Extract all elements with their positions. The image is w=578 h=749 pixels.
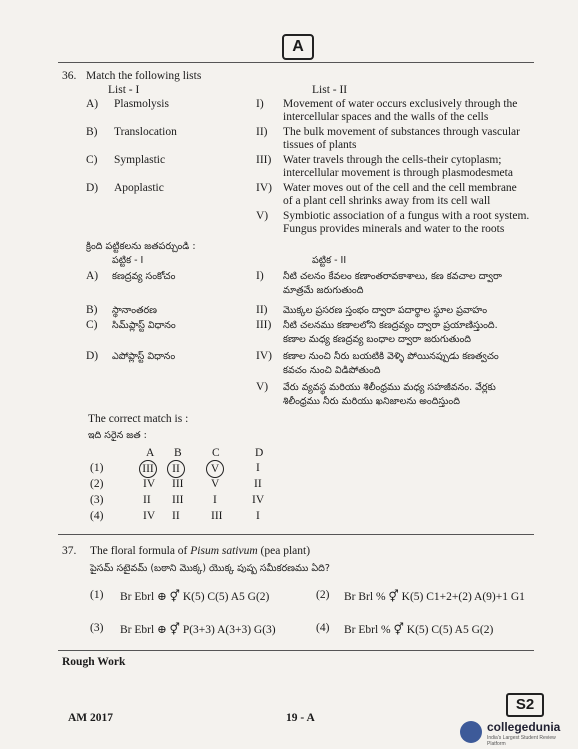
telugu-list2-line2: శిలీంధ్రము నీరు మరియు ఖనిజాలను అందిస్తుంది bbox=[283, 396, 460, 407]
list2-title: List - II bbox=[312, 84, 348, 96]
option-cell[interactable]: IV bbox=[252, 494, 265, 506]
telugu-list1-title: పట్టిక - I bbox=[112, 255, 144, 266]
telugu-list1-item: ఎపోప్లాస్ట్ విధానం bbox=[112, 351, 176, 362]
telugu-list2-line1: వేరు వ్యవస్థ మరియు శిలీంధ్రము మధ్య సహజీవనం. వేర్లకు bbox=[283, 382, 496, 393]
option-floral-formula[interactable]: Br Brl % ⚥ K(5) C1+2+(2) A(9)+1 G1 bbox=[344, 591, 525, 603]
list2-label: II) bbox=[256, 126, 268, 138]
list2-label: IV) bbox=[256, 182, 272, 194]
table-header: A bbox=[146, 447, 155, 459]
option-cell-circled[interactable]: V bbox=[206, 460, 224, 478]
option-cell[interactable]: III bbox=[172, 494, 184, 506]
list1-item: Plasmolysis bbox=[114, 98, 169, 110]
list2-item-line2: intercellular movement is through plasmodesmeta bbox=[283, 167, 513, 179]
correct-match-label-te: ఇది సరైన జత : bbox=[88, 430, 147, 441]
table-header: B bbox=[174, 447, 182, 459]
option-cell[interactable]: V bbox=[211, 478, 220, 490]
question-stem: The floral formula of Pisum sativum (pea plant) bbox=[90, 545, 311, 557]
list2-item-line1: Movement of water occurs exclusively through the bbox=[283, 98, 518, 110]
option-number[interactable]: (3) bbox=[90, 622, 104, 634]
option-cell[interactable]: II bbox=[254, 478, 262, 490]
list2-item-line1: Water moves out of the cell and the cell membrane bbox=[283, 182, 517, 194]
telugu-list1-label: D) bbox=[86, 350, 99, 362]
option-number[interactable]: (4) bbox=[90, 510, 104, 522]
list2-item-line1: The bulk movement of substances through vascular bbox=[283, 126, 520, 138]
telugu-question-stem: పైసమ్ సటైవమ్ (బఠాని మొక్క) యొక్క పుష్ప సమీకరణము ఏది? bbox=[90, 563, 330, 574]
question-stem: Match the following lists bbox=[86, 70, 202, 82]
list2-label: I) bbox=[256, 98, 264, 110]
option-number[interactable]: (2) bbox=[316, 589, 330, 601]
option-cell[interactable]: I bbox=[256, 462, 260, 474]
telugu-list2-line2: కవచం నుంచి విడిపోతుంది bbox=[283, 365, 381, 376]
logo-icon bbox=[460, 721, 482, 743]
option-number[interactable]: (1) bbox=[90, 462, 104, 474]
telugu-list2-label: II) bbox=[256, 304, 268, 316]
series-code: S2 bbox=[506, 693, 544, 717]
list1-label: D) bbox=[86, 182, 99, 194]
option-cell[interactable]: I bbox=[213, 494, 217, 506]
telugu-list2-line1: నీటి చలనం కేవలం కణాంతరావకాశాలు, కణ కవచాల ద్వారా bbox=[283, 271, 502, 282]
telugu-list2-label: IV) bbox=[256, 350, 272, 362]
correct-match-label: The correct match is : bbox=[88, 413, 189, 425]
telugu-list2-label: I) bbox=[256, 270, 264, 282]
watermark-name: collegedunia bbox=[487, 720, 561, 734]
option-cell[interactable]: III bbox=[211, 510, 223, 522]
telugu-list2-label: V) bbox=[256, 381, 269, 393]
option-cell[interactable]: IV bbox=[143, 510, 156, 522]
list1-label: A) bbox=[86, 98, 99, 110]
option-cell-circled[interactable]: II bbox=[167, 460, 185, 478]
option-floral-formula[interactable]: Br Ebrl % ⚥ K(5) C(5) A5 G(2) bbox=[344, 624, 494, 636]
telugu-list2-line1: నీటి చలనము కణాలలోని కణద్రవ్యం ద్వారా ప్రయాణిస్తుంది. bbox=[283, 320, 498, 331]
telugu-list2-line2: కణాల మధ్య కణద్రవ్య బంధాల ద్వారా జరుగుతుంది bbox=[283, 334, 471, 345]
option-floral-formula[interactable]: Br Ebrl ⊕ ⚥ K(5) C(5) A5 G(2) bbox=[120, 591, 270, 603]
telugu-list1-label: C) bbox=[86, 319, 98, 331]
telugu-list2-line1: మొక్కల ప్రసరణ స్తంభం ద్వారా పదార్థాల స్థూల ప్రవాహం bbox=[283, 305, 488, 316]
table-header: C bbox=[212, 447, 220, 459]
rough-divider bbox=[58, 650, 534, 651]
list2-item-line1: Water travels through the cells-their cytoplasm; bbox=[283, 154, 502, 166]
watermark-tag: India's Largest Student Review Platform bbox=[487, 735, 556, 747]
question-number: 37. bbox=[62, 545, 77, 557]
list1-item: Symplastic bbox=[114, 154, 166, 166]
telugu-list1-item: సిమ్‌ప్లాస్ట్ విధానం bbox=[112, 320, 176, 331]
list1-title: List - I bbox=[108, 84, 140, 96]
telugu-list2-line1: కణాల నుంచి నీరు బయటికి వెళ్ళి పోయినప్పుడు కణత్వచం bbox=[283, 351, 499, 362]
option-number[interactable]: (2) bbox=[90, 478, 104, 490]
option-cell[interactable]: I bbox=[256, 510, 260, 522]
table-header: D bbox=[255, 447, 264, 459]
list2-label: III) bbox=[256, 154, 272, 166]
list2-label: V) bbox=[256, 210, 269, 222]
telugu-list1-item: స్థానాంతరణ bbox=[112, 305, 157, 316]
option-cell[interactable]: III bbox=[172, 478, 184, 490]
telugu-list1-item: కణద్రవ్య సంకోచం bbox=[112, 271, 176, 282]
list2-item-line2: intercellular spaces and the walls of the cells bbox=[283, 111, 489, 123]
telugu-list2-label: III) bbox=[256, 319, 272, 331]
option-number[interactable]: (3) bbox=[90, 494, 104, 506]
header-divider bbox=[58, 62, 534, 63]
list2-item-line2: of a plant cell shrinks away from its cell wall bbox=[283, 195, 491, 207]
telugu-stem: క్రింది పట్టికలను జతపర్చుండి : bbox=[86, 241, 196, 252]
list1-item: Apoplastic bbox=[114, 182, 164, 194]
option-cell-circled[interactable]: III bbox=[139, 460, 157, 478]
question-divider bbox=[58, 534, 534, 535]
question-number: 36. bbox=[62, 70, 77, 82]
list2-item-line2: Fungus provides minerals and water to the roots bbox=[283, 223, 505, 235]
list2-item-line2: tissues of plants bbox=[283, 139, 357, 151]
rough-work-heading: Rough Work bbox=[62, 656, 126, 668]
list1-label: C) bbox=[86, 154, 98, 166]
list2-item-line1: Symbiotic association of a fungus with a root system. bbox=[283, 210, 530, 222]
exam-code: AM 2017 bbox=[68, 712, 114, 724]
list1-label: B) bbox=[86, 126, 98, 138]
option-cell[interactable]: II bbox=[143, 494, 151, 506]
telugu-list2-line2: మాత్రమే జరుగుతుంది bbox=[283, 285, 364, 296]
booklet-code: A bbox=[282, 34, 314, 60]
option-cell[interactable]: IV bbox=[143, 478, 156, 490]
option-number[interactable]: (4) bbox=[316, 622, 330, 634]
option-number[interactable]: (1) bbox=[90, 589, 104, 601]
telugu-list2-title: పట్టిక - II bbox=[312, 255, 347, 266]
page-number: 19 - A bbox=[286, 712, 315, 724]
watermark-logo bbox=[460, 720, 572, 746]
option-cell[interactable]: II bbox=[172, 510, 180, 522]
telugu-list1-label: A) bbox=[86, 270, 99, 282]
telugu-list1-label: B) bbox=[86, 304, 98, 316]
list1-item: Translocation bbox=[114, 126, 177, 138]
option-floral-formula[interactable]: Br Ebrl ⊕ ⚥ P(3+3) A(3+3) G(3) bbox=[120, 624, 276, 636]
